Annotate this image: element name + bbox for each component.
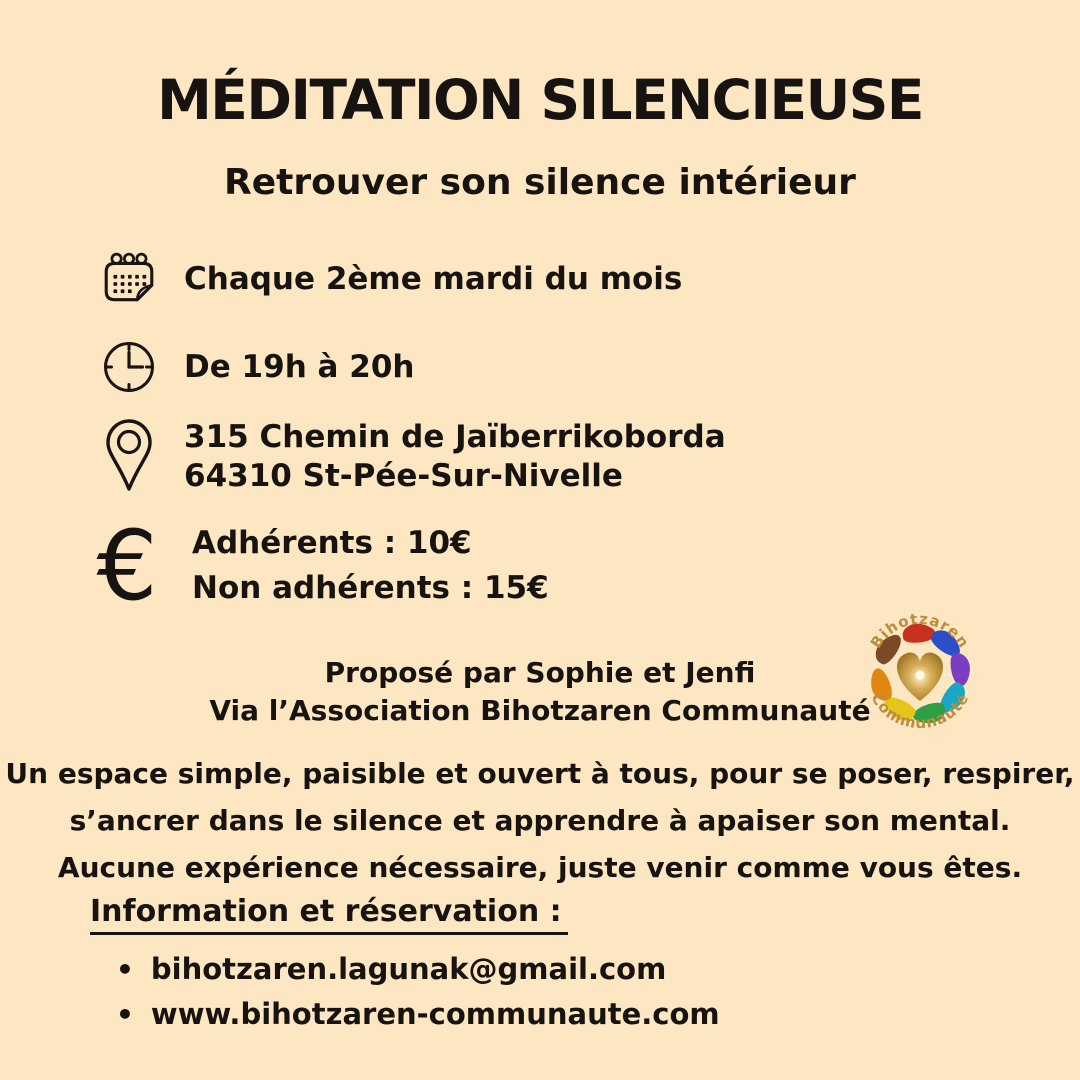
page-subtitle: Retrouver son silence intérieur: [224, 162, 856, 203]
contact-website-text: • www.bihotzaren-communaute.com: [150, 997, 720, 1031]
price-line-members: Adhérents : 10€: [192, 525, 472, 561]
euro-icon: €: [96, 510, 158, 622]
price-line-non-members: Non adhérents : 15€: [192, 570, 549, 606]
organizer-line-1: Proposé par Sophie et Jenfi: [324, 656, 756, 689]
description-line-3: Aucune expérience nécessaire, juste venir comme vous êtes.: [57, 851, 1023, 884]
contact-heading: Information et réservation :: [90, 894, 568, 935]
logo-bottom-text: Communauté: [867, 689, 973, 733]
logo-top-text: Bihotzaren: [866, 609, 974, 652]
location-line-1: 315 Chemin de Jaïberrikoborda: [184, 419, 726, 455]
time-row: [100, 336, 414, 398]
association-logo: [858, 604, 982, 744]
contact-list: [116, 947, 720, 1037]
contact-block: [90, 894, 720, 1037]
schedule-row: [100, 248, 682, 310]
location-text: [184, 418, 726, 496]
location-row: [100, 418, 726, 496]
organizer-line-2: Via l’Association Bihotzaren Communauté: [209, 694, 871, 727]
logo-heart-glow: [916, 671, 925, 680]
time-text: De 19h à 20h: [184, 349, 415, 385]
location-line-2: 64310 St-Pée-Sur-Nivelle: [184, 458, 623, 494]
contact-email-text: • bihotzaren.lagunak@gmail.com: [150, 952, 667, 986]
description-line-2: s’ancrer dans le silence et apprendre à apaiser son mental.: [69, 804, 1011, 837]
contact-email: [116, 947, 720, 992]
description-paragraph: [0, 750, 1080, 891]
clock-icon: [100, 339, 158, 395]
calendar-icon: [100, 250, 158, 308]
description-line-1: Un espace simple, paisible et ouvert à tous, pour se poser, respirer,: [5, 757, 1075, 790]
schedule-text: Chaque 2ème mardi du mois: [184, 261, 683, 297]
location-pin-icon: [100, 418, 158, 496]
page-title: MÉDITATION SILENCIEUSE: [157, 68, 923, 132]
contact-website: [116, 992, 720, 1037]
price-row: [88, 510, 549, 622]
price-text: [192, 521, 549, 611]
